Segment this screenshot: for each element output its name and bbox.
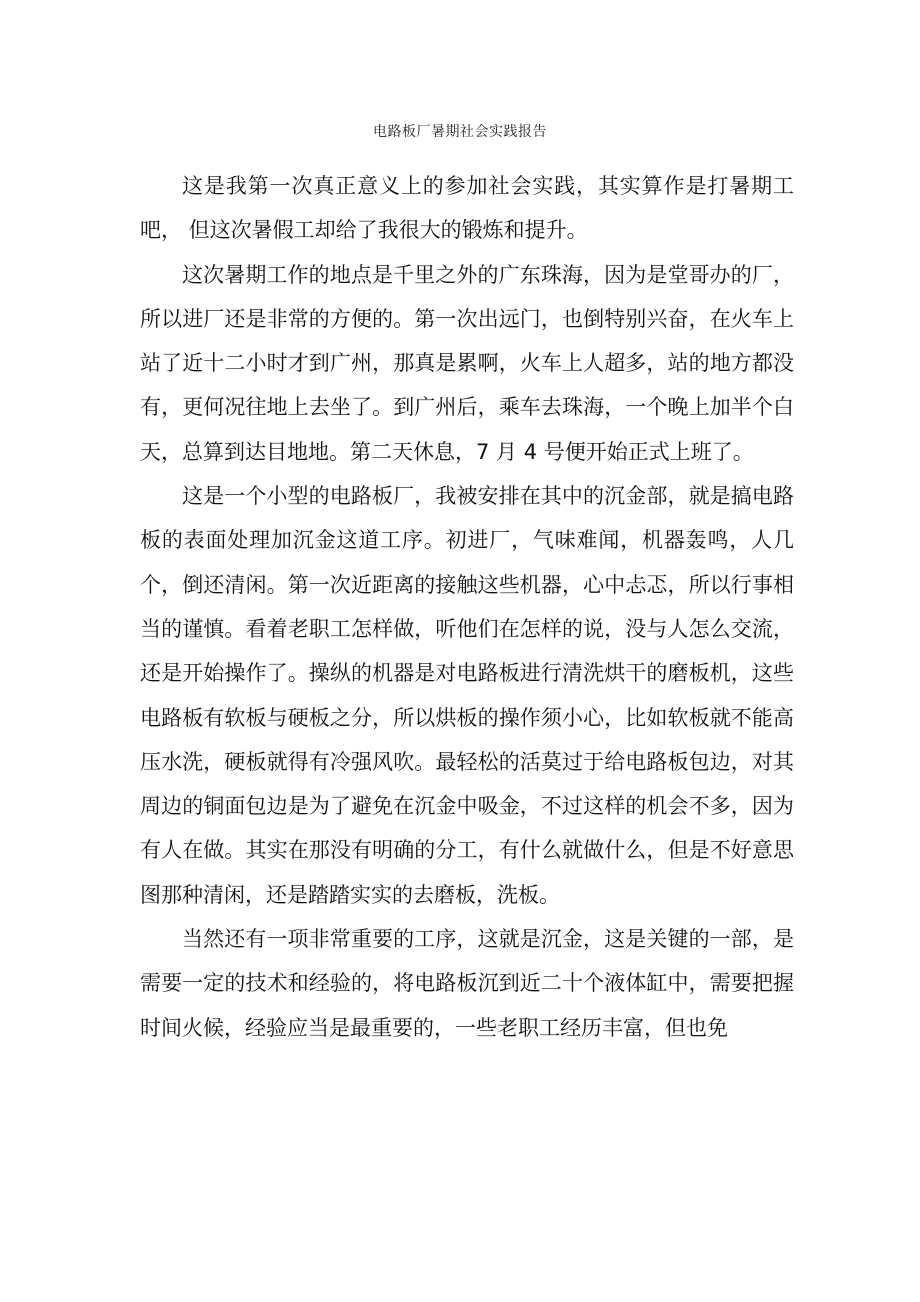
document-body <box>140 164 794 1050</box>
paragraph-1: 这是我第一次真正意义上的参加社会实践，其实算作是打暑期工吧， 但这次暑假工却给了我很大的锻炼和提升。 <box>140 174 794 243</box>
paragraph-3: 这是一个小型的电路板厂，我被安排在其中的沉金部，就是搞电路板的表面处理加沉金这道工序。初进厂，气味难闻，机器轰鸣，人几个，倒还清闲。第一次近距离的接触这些机器，心中忐忑，所以行事相当的谨慎。看着老职工怎样做，听他们在怎样的说，没与人怎么交流，还是开始操作了。操纵的机器是对电路板进行清洗烘干的磨板机，这些电路板有软板与硬板之分，所以烘板的操作须小心，比如软板就不能高压水洗，硬板就得有冷强风吹。最轻松的活莫过于给电路板包边，对其周边的铜面包边是为了避免在沉金中吸金，不过这样的机会不多，因为有人在做。其实在那没有明确的分工，有什么就做什么，但是不好意思图那种清闲，还是踏踏实实的去磨板，洗板。 <box>140 484 794 907</box>
document-title: 电路板厂暑期社会实践报告 <box>373 124 547 140</box>
paragraph-4: 当然还有一项非常重要的工序，这就是沉金，这是关键的一部，是需要一定的技术和经验的，将电路板沉到近二十个液体缸中，需要把握时间火候，经验应当是最重要的，一些老职工经历丰富，但也免 <box>140 927 794 1040</box>
paragraph-2: 这次暑期工作的地点是千里之外的广东珠海，因为是堂哥办的厂，所以进厂还是非常的方便的。第一次出远门，也倒特别兴奋，在火车上站了近十二小时才到广州，那真是累啊，火车上人超多，站的地方都没有，更何况往地上去坐了。到广州后，乘车去珠海，一个晚上加半个白天，总算到达目地地。第二天休息，7 月 4 号便开始正式上班了。 <box>140 262 794 464</box>
